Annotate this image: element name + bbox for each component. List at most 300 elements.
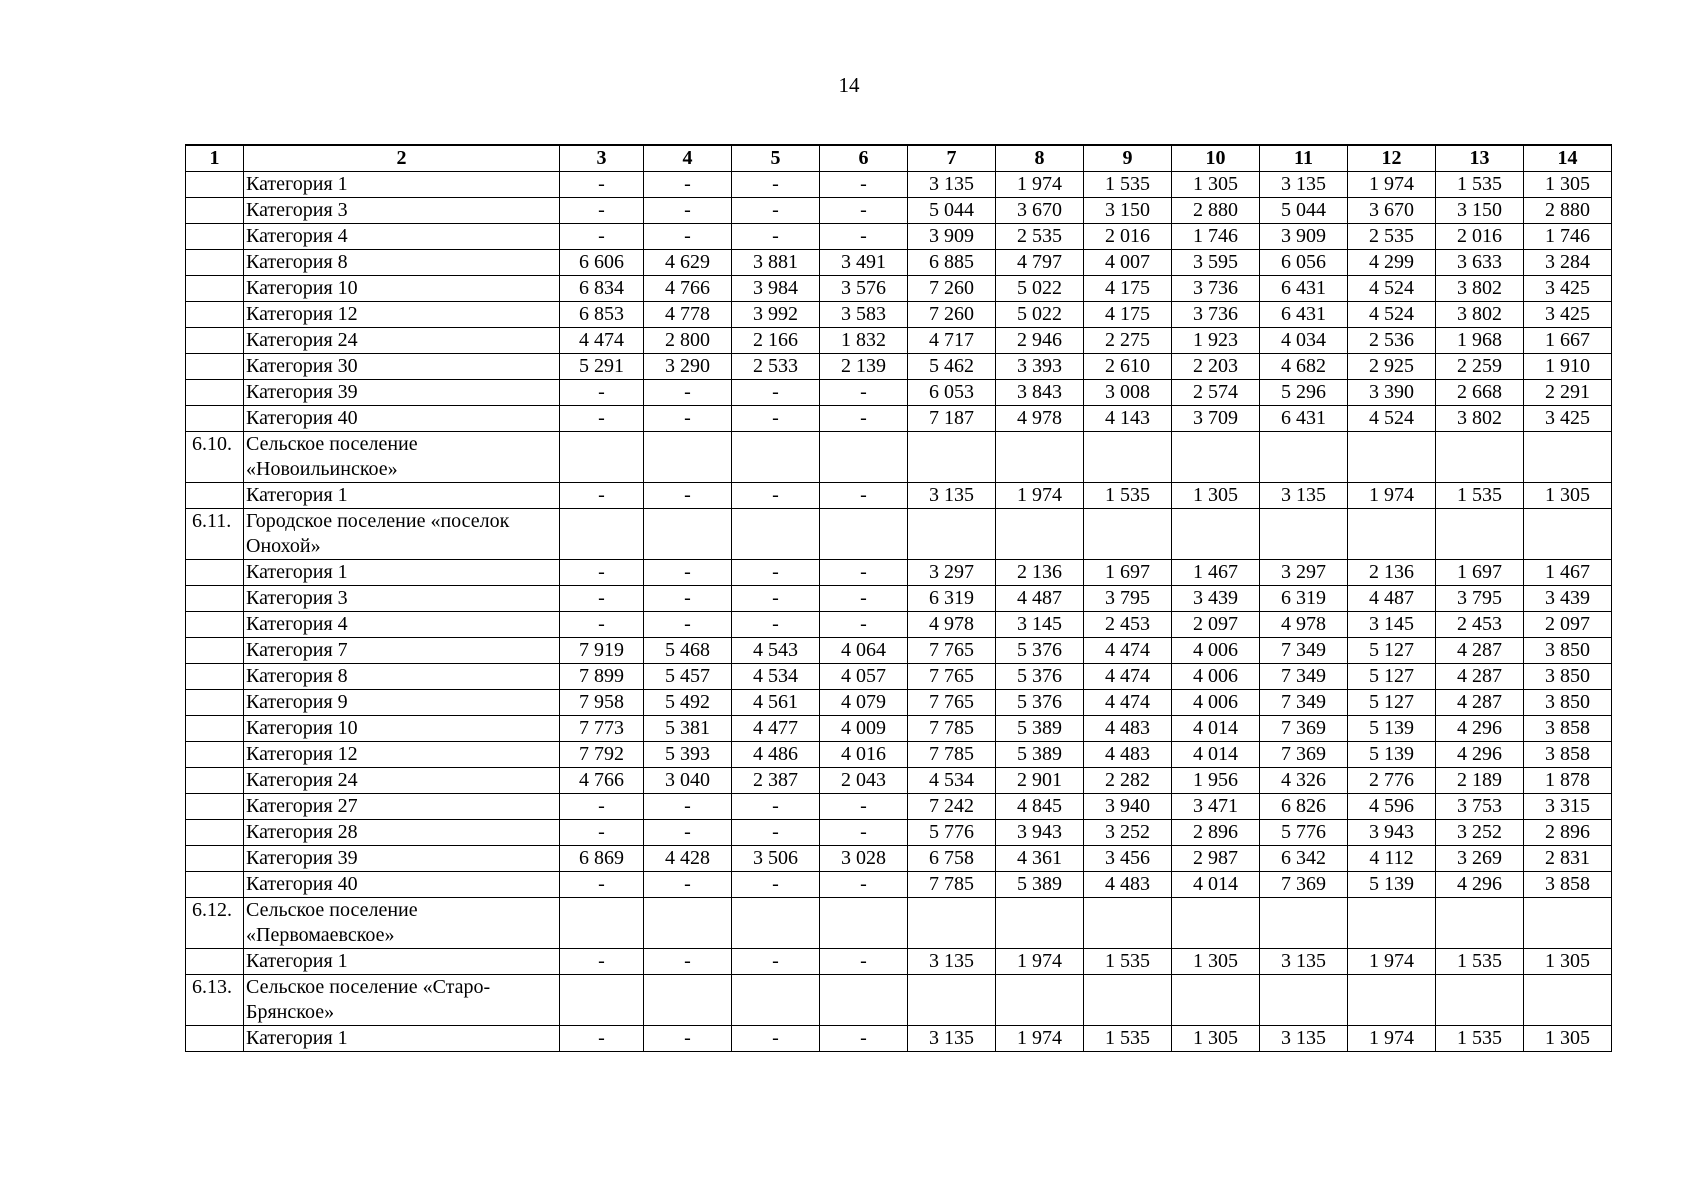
value-cell: 3 795: [1436, 586, 1524, 612]
value-cell: 3 992: [732, 302, 820, 328]
value-cell: 3 583: [820, 302, 908, 328]
value-cell: 3 135: [908, 483, 996, 509]
value-cell: 4 487: [996, 586, 1084, 612]
table-row: [186, 172, 1612, 198]
value-cell: -: [644, 872, 732, 898]
value-cell: [560, 975, 644, 1026]
row-index: [186, 742, 244, 768]
value-cell: 3 145: [996, 612, 1084, 638]
value-cell: 6 319: [908, 586, 996, 612]
value-cell: 3 135: [908, 172, 996, 198]
value-cell: [560, 898, 644, 949]
value-cell: 3 850: [1524, 664, 1612, 690]
value-cell: [1260, 898, 1348, 949]
value-cell: 2 535: [996, 224, 1084, 250]
row-index: [186, 224, 244, 250]
table-row: [186, 872, 1612, 898]
value-cell: [996, 898, 1084, 949]
page-number: 14: [838, 73, 860, 97]
value-cell: [644, 509, 732, 560]
value-cell: 1 305: [1524, 1026, 1612, 1052]
value-cell: -: [820, 224, 908, 250]
value-cell: 7 765: [908, 664, 996, 690]
category-name: Категория 27: [244, 794, 560, 820]
row-index: [186, 846, 244, 872]
value-cell: 2 291: [1524, 380, 1612, 406]
value-cell: 4 014: [1172, 742, 1260, 768]
value-cell: 7 785: [908, 716, 996, 742]
value-cell: 2 282: [1084, 768, 1172, 794]
value-cell: [1436, 509, 1524, 560]
value-cell: [1524, 432, 1612, 483]
row-index: [186, 820, 244, 846]
value-cell: 1 974: [1348, 1026, 1436, 1052]
value-cell: 2 880: [1172, 198, 1260, 224]
value-cell: -: [644, 560, 732, 586]
value-cell: 1 535: [1084, 949, 1172, 975]
value-cell: 3 984: [732, 276, 820, 302]
value-cell: 4 474: [1084, 638, 1172, 664]
table-row: [186, 664, 1612, 690]
value-cell: 2 097: [1524, 612, 1612, 638]
value-cell: 1 535: [1084, 483, 1172, 509]
table-row: [186, 483, 1612, 509]
value-cell: 2 536: [1348, 328, 1436, 354]
value-cell: 5 457: [644, 664, 732, 690]
value-cell: -: [644, 483, 732, 509]
value-cell: 1 923: [1172, 328, 1260, 354]
value-cell: 4 717: [908, 328, 996, 354]
value-cell: 3 425: [1524, 276, 1612, 302]
value-cell: -: [732, 949, 820, 975]
value-cell: 4 845: [996, 794, 1084, 820]
row-index: [186, 302, 244, 328]
value-cell: 5 468: [644, 638, 732, 664]
value-cell: -: [732, 172, 820, 198]
column-header: 1: [186, 145, 244, 172]
value-cell: [644, 432, 732, 483]
value-cell: 5 022: [996, 276, 1084, 302]
value-cell: 4 287: [1436, 638, 1524, 664]
table-row: [186, 354, 1612, 380]
value-cell: 3 491: [820, 250, 908, 276]
value-cell: 3 028: [820, 846, 908, 872]
value-cell: 3 909: [1260, 224, 1348, 250]
value-cell: 1 305: [1524, 949, 1612, 975]
value-cell: 3 858: [1524, 742, 1612, 768]
value-cell: [1436, 975, 1524, 1026]
value-cell: 2 987: [1172, 846, 1260, 872]
value-cell: 4 057: [820, 664, 908, 690]
value-cell: -: [644, 198, 732, 224]
table-row: [186, 820, 1612, 846]
value-cell: 4 766: [560, 768, 644, 794]
value-cell: -: [820, 612, 908, 638]
category-name: Категория 8: [244, 250, 560, 276]
value-cell: 4 299: [1348, 250, 1436, 276]
value-cell: 3 633: [1436, 250, 1524, 276]
value-cell: -: [820, 172, 908, 198]
value-cell: 3 297: [908, 560, 996, 586]
value-cell: 1 305: [1524, 172, 1612, 198]
value-cell: 2 880: [1524, 198, 1612, 224]
category-name: Категория 1: [244, 483, 560, 509]
value-cell: 1 467: [1524, 560, 1612, 586]
table-row: [186, 328, 1612, 354]
tariff-table: [185, 144, 1612, 1052]
table-row: [186, 794, 1612, 820]
value-cell: 3 940: [1084, 794, 1172, 820]
value-cell: 2 925: [1348, 354, 1436, 380]
value-cell: 1 974: [996, 949, 1084, 975]
value-cell: [1348, 432, 1436, 483]
value-cell: 4 296: [1436, 742, 1524, 768]
value-cell: [996, 432, 1084, 483]
value-cell: 7 187: [908, 406, 996, 432]
value-cell: 1 878: [1524, 768, 1612, 794]
value-cell: 3 315: [1524, 794, 1612, 820]
value-cell: -: [732, 198, 820, 224]
value-cell: 6 431: [1260, 302, 1348, 328]
value-cell: 5 291: [560, 354, 644, 380]
value-cell: 3 736: [1172, 276, 1260, 302]
value-cell: -: [644, 172, 732, 198]
value-cell: 4 561: [732, 690, 820, 716]
value-cell: 3 284: [1524, 250, 1612, 276]
row-index: [186, 354, 244, 380]
category-name: Категория 7: [244, 638, 560, 664]
value-cell: [732, 898, 820, 949]
value-cell: 3 439: [1172, 586, 1260, 612]
category-name: Категория 12: [244, 302, 560, 328]
value-cell: 3 425: [1524, 302, 1612, 328]
value-cell: 5 389: [996, 872, 1084, 898]
value-cell: 2 453: [1436, 612, 1524, 638]
value-cell: 4 524: [1348, 302, 1436, 328]
row-index: 6.10.: [186, 432, 244, 483]
value-cell: 6 826: [1260, 794, 1348, 820]
value-cell: 4 766: [644, 276, 732, 302]
value-cell: 1 974: [996, 172, 1084, 198]
table-row: [186, 716, 1612, 742]
value-cell: -: [560, 1026, 644, 1052]
table-row: [186, 612, 1612, 638]
value-cell: [560, 432, 644, 483]
value-cell: 6 758: [908, 846, 996, 872]
column-header: 7: [908, 145, 996, 172]
row-index: 6.12.: [186, 898, 244, 949]
value-cell: 3 736: [1172, 302, 1260, 328]
category-name: Категория 4: [244, 224, 560, 250]
value-cell: 5 381: [644, 716, 732, 742]
value-cell: 4 287: [1436, 690, 1524, 716]
section-title: Сельское поселение «Первомаевское»: [244, 898, 560, 949]
value-cell: -: [560, 560, 644, 586]
value-cell: 7 369: [1260, 716, 1348, 742]
value-cell: 2 610: [1084, 354, 1172, 380]
value-cell: 4 175: [1084, 276, 1172, 302]
value-cell: -: [820, 560, 908, 586]
value-cell: 5 127: [1348, 664, 1436, 690]
value-cell: [1084, 975, 1172, 1026]
value-cell: [1084, 432, 1172, 483]
value-cell: 5 139: [1348, 742, 1436, 768]
value-cell: 1 305: [1172, 949, 1260, 975]
value-cell: 4 487: [1348, 586, 1436, 612]
value-cell: 7 785: [908, 742, 996, 768]
value-cell: [820, 975, 908, 1026]
value-cell: 3 506: [732, 846, 820, 872]
value-cell: [1084, 898, 1172, 949]
value-cell: 4 175: [1084, 302, 1172, 328]
value-cell: [908, 509, 996, 560]
value-cell: 7 242: [908, 794, 996, 820]
table-row: [186, 586, 1612, 612]
value-cell: [1436, 432, 1524, 483]
section-title: Городское поселение «поселок Онохой»: [244, 509, 560, 560]
value-cell: 4 112: [1348, 846, 1436, 872]
value-cell: -: [560, 612, 644, 638]
value-cell: 2 453: [1084, 612, 1172, 638]
value-cell: 5 296: [1260, 380, 1348, 406]
value-cell: [908, 975, 996, 1026]
value-cell: 2 946: [996, 328, 1084, 354]
value-cell: 7 899: [560, 664, 644, 690]
value-cell: 3 252: [1084, 820, 1172, 846]
value-cell: 4 361: [996, 846, 1084, 872]
section-title: Сельское поселение «Новоильинское»: [244, 432, 560, 483]
value-cell: 3 943: [996, 820, 1084, 846]
section-row: [186, 432, 1612, 483]
column-header: 2: [244, 145, 560, 172]
value-cell: 7 773: [560, 716, 644, 742]
value-cell: [1348, 509, 1436, 560]
value-cell: 1 467: [1172, 560, 1260, 586]
row-index: [186, 949, 244, 975]
row-index: 6.13.: [186, 975, 244, 1026]
value-cell: 7 765: [908, 638, 996, 664]
value-cell: [996, 975, 1084, 1026]
value-cell: 4 287: [1436, 664, 1524, 690]
value-cell: -: [820, 483, 908, 509]
value-cell: 3 135: [1260, 1026, 1348, 1052]
value-cell: 4 483: [1084, 716, 1172, 742]
value-cell: -: [644, 586, 732, 612]
value-cell: -: [560, 224, 644, 250]
value-cell: [1172, 432, 1260, 483]
row-index: [186, 560, 244, 586]
value-cell: -: [820, 872, 908, 898]
value-cell: 5 139: [1348, 872, 1436, 898]
value-cell: 2 776: [1348, 768, 1436, 794]
column-header: 9: [1084, 145, 1172, 172]
value-cell: [1260, 509, 1348, 560]
table-row: [186, 690, 1612, 716]
value-cell: -: [644, 380, 732, 406]
value-cell: 6 342: [1260, 846, 1348, 872]
table-row: [186, 742, 1612, 768]
table-row: [186, 302, 1612, 328]
row-index: [186, 1026, 244, 1052]
value-cell: [1436, 898, 1524, 949]
value-cell: 4 474: [1084, 690, 1172, 716]
value-cell: 1 535: [1084, 172, 1172, 198]
value-cell: -: [560, 380, 644, 406]
value-cell: -: [644, 820, 732, 846]
value-cell: 3 795: [1084, 586, 1172, 612]
table-row: [186, 224, 1612, 250]
value-cell: 2 800: [644, 328, 732, 354]
value-cell: 5 127: [1348, 638, 1436, 664]
value-cell: 3 670: [996, 198, 1084, 224]
value-cell: -: [644, 224, 732, 250]
value-cell: [1524, 975, 1612, 1026]
value-cell: 3 008: [1084, 380, 1172, 406]
value-cell: 3 456: [1084, 846, 1172, 872]
category-name: Категория 10: [244, 716, 560, 742]
category-name: Категория 30: [244, 354, 560, 380]
value-cell: -: [732, 1026, 820, 1052]
value-cell: 3 471: [1172, 794, 1260, 820]
row-index: [186, 664, 244, 690]
value-cell: 3 393: [996, 354, 1084, 380]
value-cell: 4 629: [644, 250, 732, 276]
value-cell: 3 709: [1172, 406, 1260, 432]
value-cell: [1524, 509, 1612, 560]
value-cell: 4 978: [1260, 612, 1348, 638]
table-row: [186, 380, 1612, 406]
value-cell: 5 044: [908, 198, 996, 224]
value-cell: 4 016: [820, 742, 908, 768]
value-cell: [560, 509, 644, 560]
column-header: 6: [820, 145, 908, 172]
value-cell: -: [820, 794, 908, 820]
section-row: [186, 975, 1612, 1026]
value-cell: 1 974: [996, 1026, 1084, 1052]
value-cell: 1 956: [1172, 768, 1260, 794]
value-cell: 7 260: [908, 276, 996, 302]
value-cell: 1 535: [1436, 1026, 1524, 1052]
value-cell: 4 007: [1084, 250, 1172, 276]
row-index: [186, 328, 244, 354]
value-cell: 3 439: [1524, 586, 1612, 612]
row-index: [186, 586, 244, 612]
value-cell: 2 043: [820, 768, 908, 794]
row-index: [186, 716, 244, 742]
category-name: Категория 1: [244, 949, 560, 975]
row-index: 6.11.: [186, 509, 244, 560]
value-cell: 3 576: [820, 276, 908, 302]
value-cell: 7 919: [560, 638, 644, 664]
value-cell: [1172, 898, 1260, 949]
value-cell: 6 319: [1260, 586, 1348, 612]
value-cell: -: [560, 949, 644, 975]
value-cell: -: [732, 612, 820, 638]
value-cell: [820, 509, 908, 560]
value-cell: 1 305: [1172, 172, 1260, 198]
value-cell: 2 387: [732, 768, 820, 794]
value-cell: 4 534: [908, 768, 996, 794]
value-cell: 1 667: [1524, 328, 1612, 354]
value-cell: 7 369: [1260, 872, 1348, 898]
value-cell: -: [732, 483, 820, 509]
value-cell: 1 535: [1436, 172, 1524, 198]
value-cell: 6 056: [1260, 250, 1348, 276]
row-index: [186, 250, 244, 276]
value-cell: 2 901: [996, 768, 1084, 794]
value-cell: -: [820, 1026, 908, 1052]
value-cell: 3 297: [1260, 560, 1348, 586]
value-cell: 7 349: [1260, 664, 1348, 690]
row-index: [186, 872, 244, 898]
value-cell: 5 127: [1348, 690, 1436, 716]
value-cell: -: [644, 794, 732, 820]
value-cell: 1 974: [1348, 483, 1436, 509]
value-cell: [1348, 898, 1436, 949]
category-name: Категория 9: [244, 690, 560, 716]
value-cell: 1 746: [1172, 224, 1260, 250]
value-cell: 7 369: [1260, 742, 1348, 768]
value-cell: -: [820, 198, 908, 224]
value-cell: -: [644, 949, 732, 975]
value-cell: 3 150: [1436, 198, 1524, 224]
table-row: [186, 1026, 1612, 1052]
value-cell: [732, 975, 820, 1026]
value-cell: 4 006: [1172, 690, 1260, 716]
value-cell: 3 850: [1524, 638, 1612, 664]
value-cell: 2 275: [1084, 328, 1172, 354]
value-cell: 3 135: [1260, 949, 1348, 975]
value-cell: [1348, 975, 1436, 1026]
value-cell: 1 968: [1436, 328, 1524, 354]
value-cell: 5 376: [996, 638, 1084, 664]
column-header: 4: [644, 145, 732, 172]
category-name: Категория 39: [244, 846, 560, 872]
table-row: [186, 276, 1612, 302]
value-cell: 4 596: [1348, 794, 1436, 820]
value-cell: -: [560, 820, 644, 846]
value-cell: 2 574: [1172, 380, 1260, 406]
value-cell: 4 778: [644, 302, 732, 328]
value-cell: 1 535: [1436, 949, 1524, 975]
column-header: 11: [1260, 145, 1348, 172]
value-cell: 7 349: [1260, 690, 1348, 716]
value-cell: -: [560, 872, 644, 898]
value-cell: 4 006: [1172, 664, 1260, 690]
category-name: Категория 1: [244, 172, 560, 198]
value-cell: 3 135: [1260, 172, 1348, 198]
value-cell: [732, 432, 820, 483]
value-cell: [996, 509, 1084, 560]
section-row: [186, 509, 1612, 560]
value-cell: -: [560, 198, 644, 224]
value-cell: 2 203: [1172, 354, 1260, 380]
value-cell: -: [820, 380, 908, 406]
value-cell: 7 260: [908, 302, 996, 328]
value-cell: 2 533: [732, 354, 820, 380]
value-cell: 3 753: [1436, 794, 1524, 820]
row-index: [186, 638, 244, 664]
value-cell: 3 802: [1436, 302, 1524, 328]
value-cell: 2 831: [1524, 846, 1612, 872]
row-index: [186, 794, 244, 820]
value-cell: 2 668: [1436, 380, 1524, 406]
value-cell: 1 910: [1524, 354, 1612, 380]
value-cell: [1084, 509, 1172, 560]
value-cell: -: [732, 560, 820, 586]
category-name: Категория 4: [244, 612, 560, 638]
value-cell: 4 524: [1348, 406, 1436, 432]
